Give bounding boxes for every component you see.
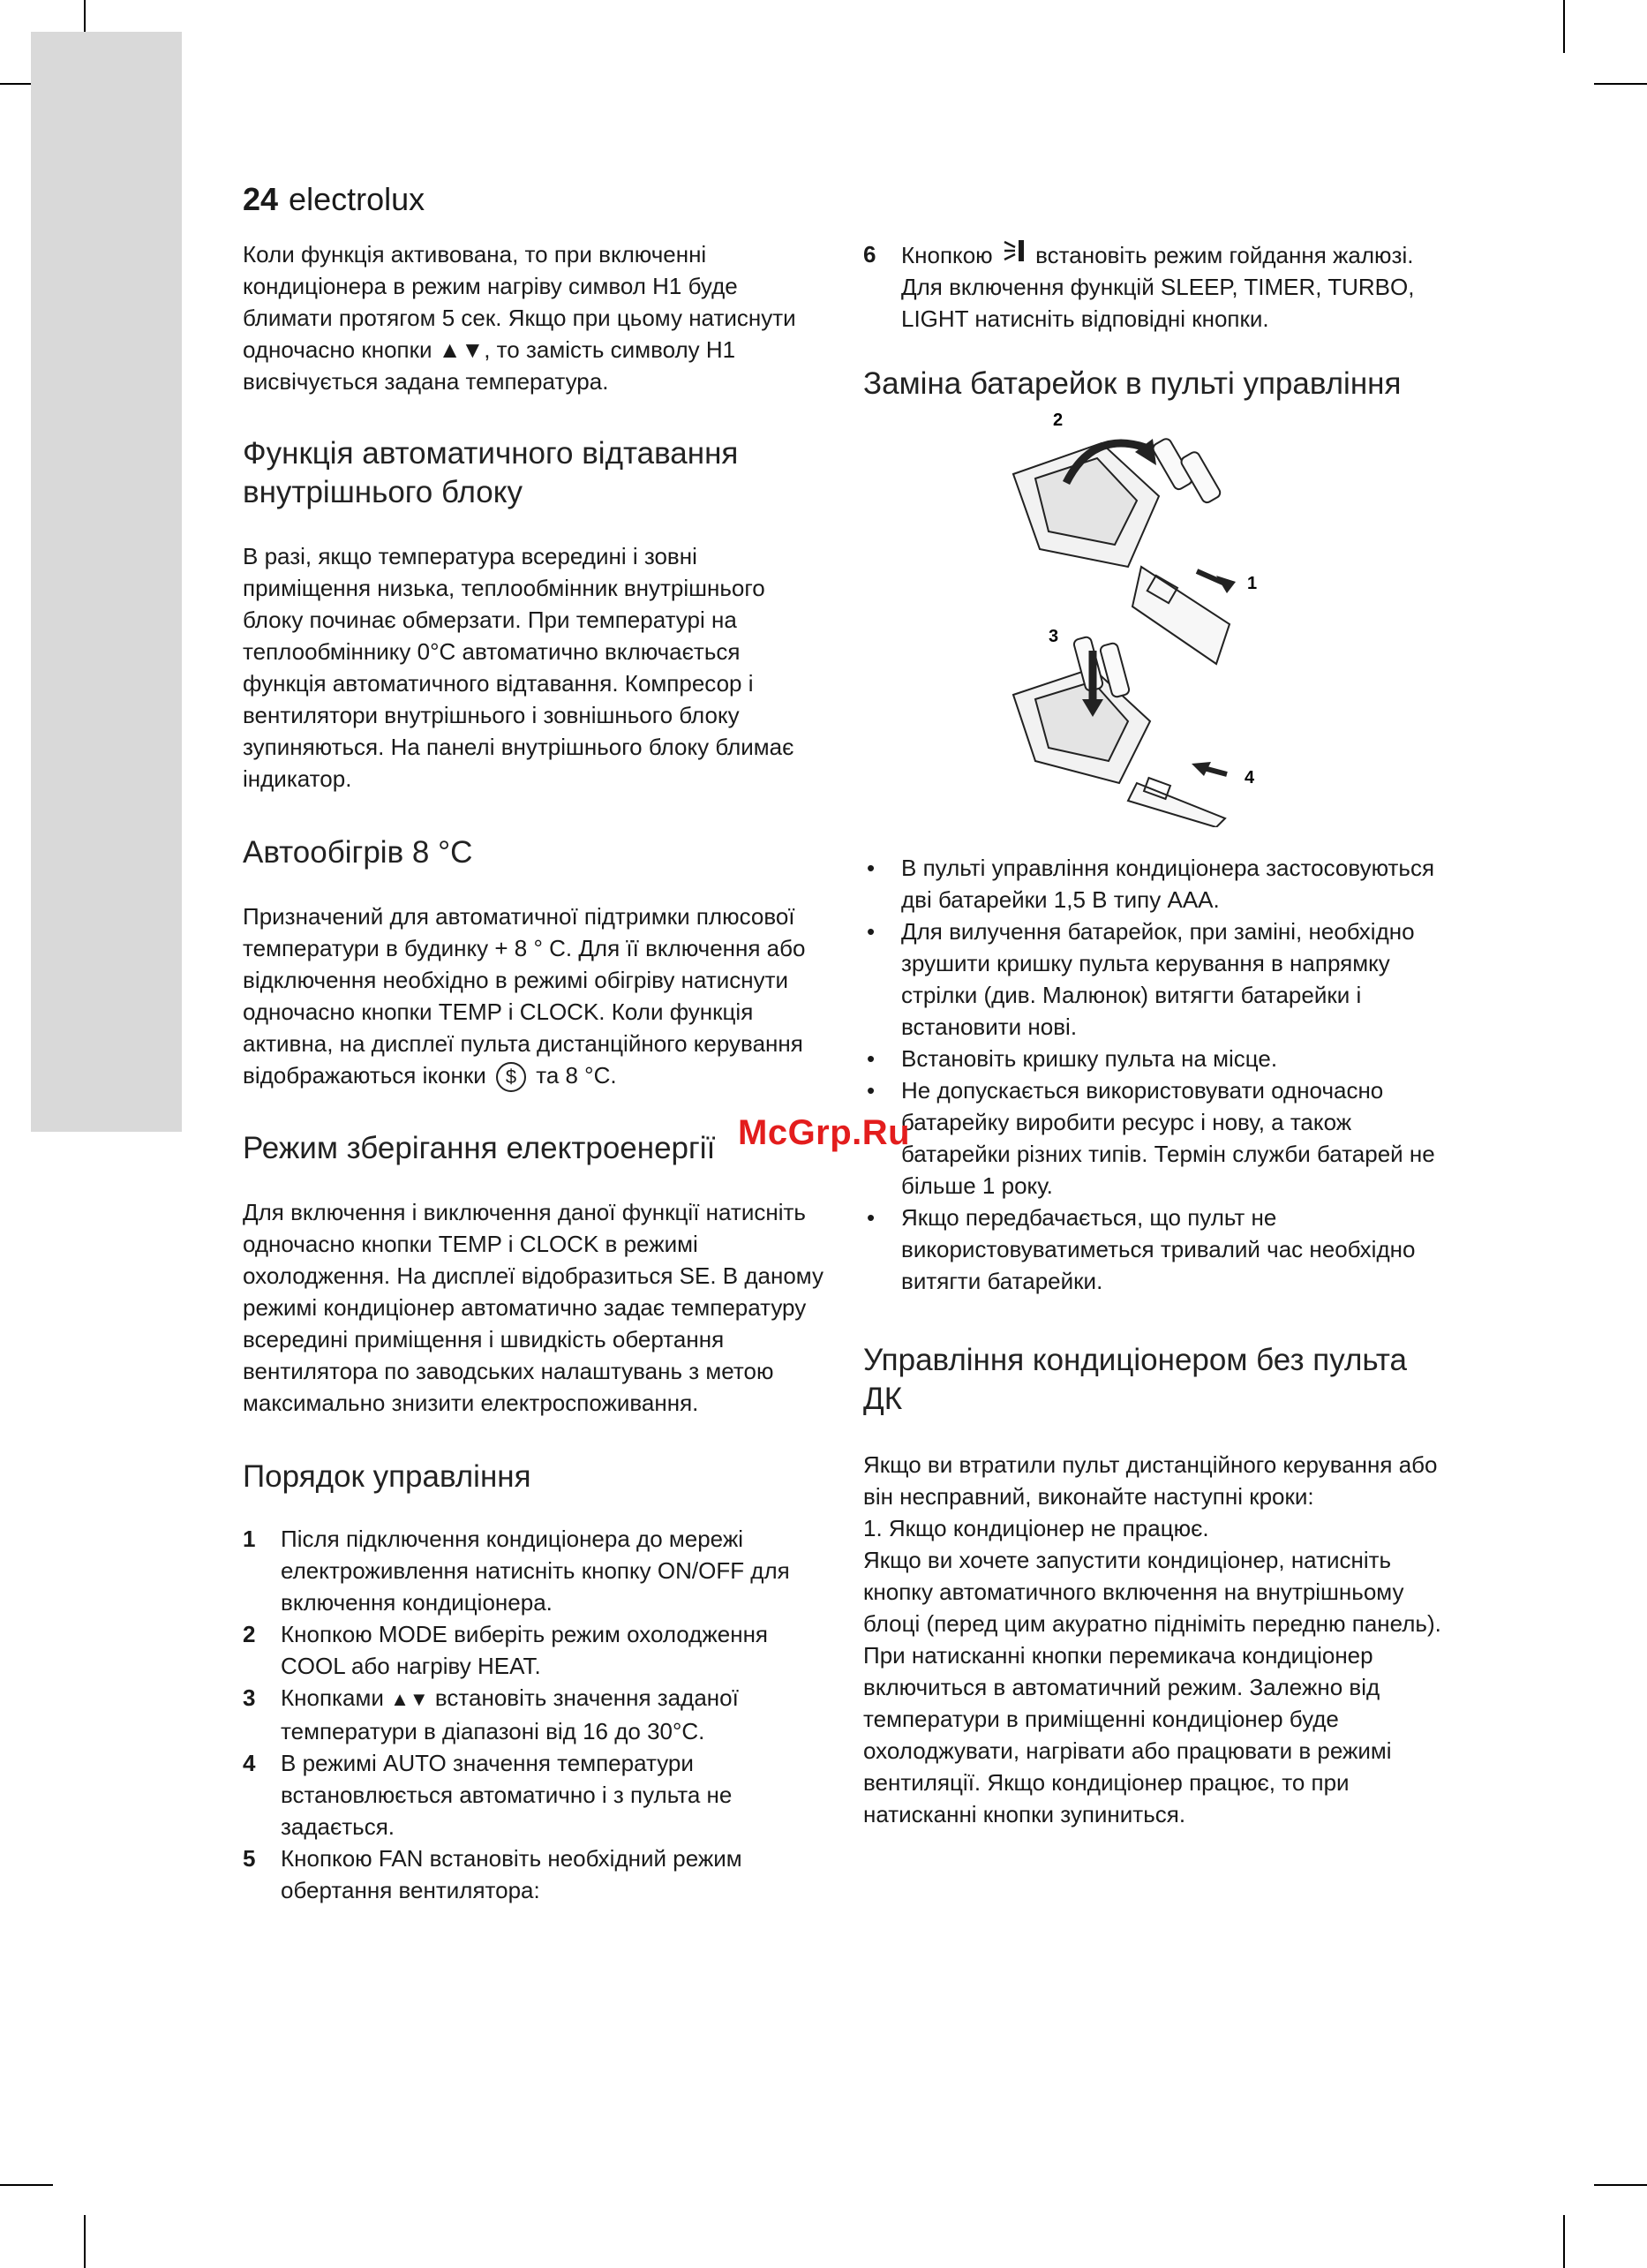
energy-paragraph: Для включення і виключення даної функції натисніть одночасно кнопки TEMP і CLOCK в режимі охолодження. На дисплеї відобразиться SE. В даному режимі кондиціонер автоматично задає температуру всередині приміщення і швидкість обертання вентилятора по заводських налаштувань з метою максимально знизити електроспоживання. xyxy=(243,1199,824,1417)
page-header xyxy=(243,181,425,218)
no-remote-line: 1. Якщо кондиціонер не працює. xyxy=(863,1515,1209,1541)
step-number: 6 xyxy=(863,241,876,267)
list-item xyxy=(243,1618,825,1682)
up-down-arrows-icon: ▲▼ xyxy=(390,1688,429,1711)
illustration-label-1: 1 xyxy=(1247,574,1258,593)
list-item: • В пульті управління кондиціонера застосовуються дві батарейки 1,5 В типу ААА. xyxy=(863,852,1446,915)
right-column xyxy=(863,238,1446,1830)
no-remote-heading: Управління кондиціонером без пульта ДК xyxy=(863,1343,1407,1416)
step-text: В режимі AUTO значення температури встановлюється автоматично і з пульта не задається. xyxy=(281,1750,733,1841)
procedure-steps xyxy=(243,1523,825,1906)
no-remote-line: Якщо ви втратили пульт дистанційного керування або він несправний, виконайте наступні кроки: xyxy=(863,1451,1438,1510)
step-text: Кнопкою FAN встановіть необхідний режим обертання вентилятора: xyxy=(281,1845,742,1904)
crop-mark xyxy=(0,2184,53,2186)
step-number: 5 xyxy=(243,1845,256,1872)
illustration-label-4: 4 xyxy=(1245,768,1255,787)
step-number: 1 xyxy=(243,1526,256,1553)
list-item: • Встановіть кришку пульта на місце. xyxy=(863,1043,1446,1074)
no-remote-text xyxy=(863,1449,1446,1830)
procedure-heading: Порядок управління xyxy=(243,1459,531,1495)
step-text: встановіть значення заданої температури в діапазоні від 16 до 30°С. xyxy=(281,1684,739,1745)
crop-mark xyxy=(1563,2215,1565,2268)
illustration-label-3: 3 xyxy=(1049,627,1059,646)
defrost-paragraph: В разі, якщо температура всередині і зовні приміщення низька, теплообмінник внутрішнього блоку починає обмерзати. При температурі на теплообміннику 0°С автоматично включається функція автоматичного відтавання. Компресор і вентилятори внутрішнього і зовнішнього блоку зупиняються. На панелі внутрішнього блоку блимає індикатор. xyxy=(243,543,794,792)
list-item: • Не допускається використовувати одночасно батарейку виробити ресурс і нову, а також батарейки різних типів. Термін служби батарей не більше 1 року. xyxy=(863,1074,1446,1202)
list-item xyxy=(243,1747,825,1842)
step-text: Кнопкою xyxy=(901,242,993,268)
autoheat-heading: Автообігрів 8 °С xyxy=(243,835,473,870)
autoheat-text: Призначений для автоматичної підтримки плюсової температури в будинку + 8 ° С. Для її включення або відключення необхідно в режимі обігріву натиснути одночасно кнопки TEMP і CLOCK. Коли функція активна, на дисплеї пульта дистанційного керування відображаються іконки xyxy=(243,903,806,1089)
illustration-label-2: 2 xyxy=(1053,412,1064,430)
list-item xyxy=(863,238,1446,335)
swing-louver-icon xyxy=(1003,238,1026,263)
side-tab xyxy=(31,32,182,1132)
crop-mark xyxy=(1563,0,1565,53)
page-number: 24 xyxy=(243,181,279,217)
list-item: • Для вилучення батарейок, при заміні, необхідно зрушити кришку пульта керування в напрямку стрілки (див. Малюнок) витягти батарейки і встановити нові. xyxy=(863,915,1446,1043)
defrost-heading: Функція автоматичного відтавання внутрішнього блоку xyxy=(243,436,739,509)
procedure-steps-continued xyxy=(863,238,1446,335)
watermark: McGrp.Ru xyxy=(738,1113,911,1152)
battery-heading: Заміна батарейок в пульті управління xyxy=(863,366,1402,401)
economy-dollar-icon: $ xyxy=(496,1062,526,1092)
crop-mark xyxy=(84,2215,86,2268)
brand-name: electrolux xyxy=(289,181,425,217)
step-number: 3 xyxy=(243,1684,256,1712)
step-text: Кнопкою MODE виберіть режим охолодження COOL або нагріву HEAT. xyxy=(281,1621,769,1680)
step-number: 4 xyxy=(243,1750,256,1777)
intro-paragraph: Коли функція активована, то при включенні кондиціонера в режим нагріву символ H1 буде блимати протягом 5 сек. Якщо при цьому натиснути одночасно кнопки ▲▼, то замість символу H1 висвічується задана температура. xyxy=(243,241,796,395)
list-item xyxy=(243,1523,825,1618)
autoheat-paragraph xyxy=(243,900,825,1092)
list-item xyxy=(243,1682,825,1747)
crop-mark xyxy=(1594,2184,1647,2186)
list-item xyxy=(243,1842,825,1906)
step-text: Після підключення кондиціонера до мережі електроживлення натисніть кнопку ON/OFF для включення кондиціонера. xyxy=(281,1526,790,1616)
list-item: • Якщо передбачається, що пульт не використовуватиметься тривалий час необхідно витягти батарейки. xyxy=(863,1202,1446,1297)
crop-mark xyxy=(1594,83,1647,85)
left-column xyxy=(243,238,825,1906)
step-number: 2 xyxy=(243,1621,256,1648)
battery-bullets xyxy=(863,852,1446,1297)
step-text: Кнопками xyxy=(281,1684,384,1712)
battery-replacement-illustration xyxy=(996,412,1349,827)
autoheat-text-end: та 8 °С. xyxy=(536,1062,617,1089)
no-remote-line: Якщо ви хочете запустити кондиціонер, натисніть кнопку автоматичного включення на внутрішньому блоці (перед цим акуратно підніміть передню панель). xyxy=(863,1547,1441,1637)
no-remote-line: При натисканні кнопки перемикача кондиціонер включиться в автоматичний режим. Залежно від температури в приміщенні кондиціонер буде охолоджувати, нагрівати або працювати в режимі вентиляції. Якщо кондиціонер працює, то при натисканні кнопки зупиниться. xyxy=(863,1642,1392,1827)
step-text: встановіть режим гойдання жалюзі. Для включення функцій SLEEP, TIMER, TURBO, LIGHT натисніть відповідні кнопки. xyxy=(901,242,1415,332)
energy-heading: Режим зберігання електроенергії xyxy=(243,1131,716,1166)
